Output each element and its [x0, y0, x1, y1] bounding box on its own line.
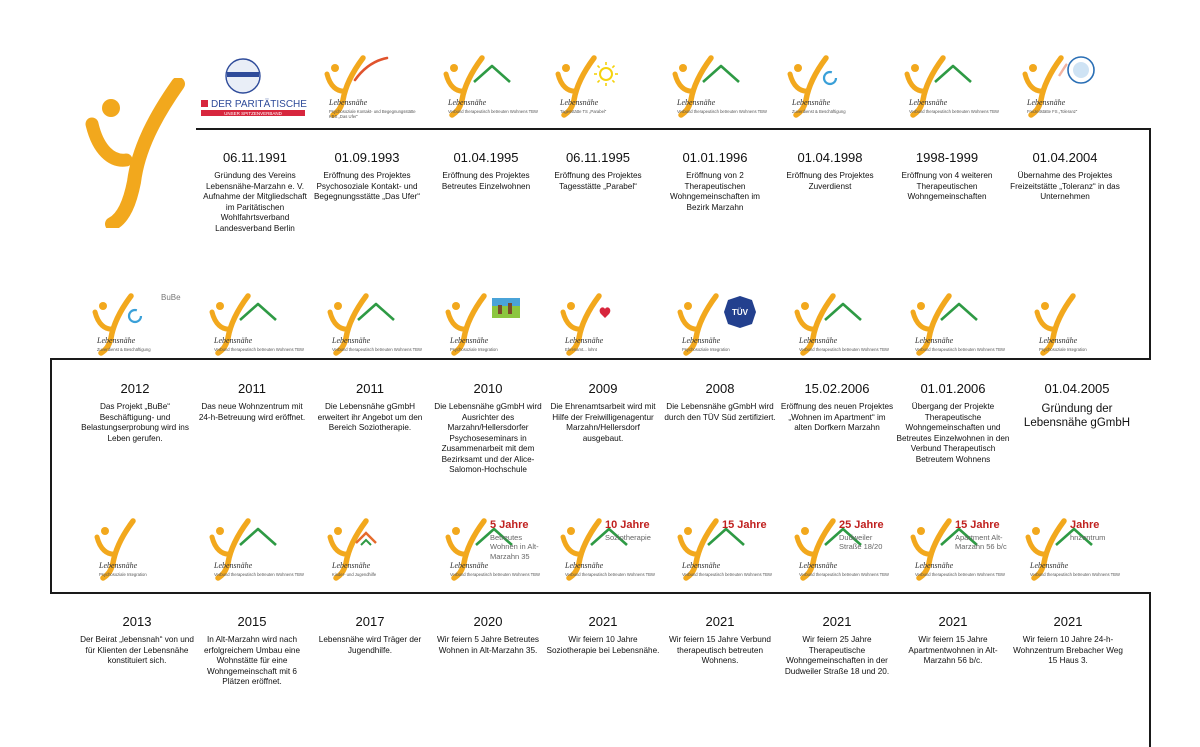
logo-wordmark: Lebensnähe: [909, 98, 948, 107]
logo-subtitle: Psychosoziale Integration: [682, 347, 730, 352]
milestone-description: Wir feiern 10 Jahre 24-h-Wohnzentrum Brebacher Weg 15 Haus 3.: [1013, 635, 1123, 665]
milestone-description: Lebensnähe wird Träger der Jugendhilfe.: [318, 635, 422, 655]
milestone-description: Die Ehrenamtsarbeit wird mit Hilfe der Freiwilligenagentur Marzahn/Hellersdorf ausgebaut.: [550, 402, 656, 443]
milestone-0-7: [1008, 150, 1122, 203]
milestone-description: Eröffnung des neuen Projektes „Wohnen im Apartment“ im alten Dorfkern Marzahn: [780, 402, 894, 432]
milestone-1-1: [195, 381, 309, 423]
logo-wordmark: Lebensnähe: [329, 98, 368, 107]
milestone-1-7: [896, 381, 1010, 465]
milestone-date: 2008: [705, 381, 735, 396]
milestone-logo: [885, 52, 1009, 122]
milestone-description: Gründung der Lebensnähe gGmbH: [1023, 403, 1131, 430]
milestone-logo: [775, 290, 899, 360]
logo-wordmark: Lebensnähe: [99, 561, 138, 570]
anniversary-badge: 5 Jahre: [490, 519, 529, 531]
milestone-0-6: [890, 150, 1004, 203]
milestone-date: 01.04.1998: [797, 150, 863, 165]
milestone-2-3: [431, 614, 545, 656]
milestone-logo: [891, 515, 1015, 585]
milestone-date: 2012: [120, 381, 150, 396]
logo-subtitle: Tagesstätte TS „Parabel“: [560, 109, 607, 114]
milestone-date: 2020: [473, 614, 503, 629]
logo-subtitle: Kinder- und Jugendhilfe: [332, 572, 377, 577]
milestone-logo: [308, 515, 432, 585]
milestone-date: 01.01.1996: [682, 150, 748, 165]
logo-subtitle: Verbund therapeutisch betreuten Wohnens TBW: [799, 347, 889, 352]
milestone-logo: [541, 290, 665, 360]
logo-wordmark: Lebensnähe: [332, 336, 371, 345]
logo-subtitle: Verbund therapeutisch betreuten Wohnens TBW: [677, 109, 767, 114]
milestone-logo: [305, 52, 429, 122]
milestone-2-8: [1011, 614, 1125, 667]
milestone-description: Eröffnung von 4 weiteren Therapeutischen Wohngemeinschaften: [901, 171, 993, 201]
logo-subtitle: Verbund therapeutisch betreuten Wohnens TBW: [332, 347, 422, 352]
bube-label: BuBe: [161, 293, 181, 302]
milestone-description: Eröffnung des Projektes Tagesstätte „Parabel“: [554, 171, 642, 191]
anniversary-detail: hnzentrum: [1070, 533, 1106, 542]
lebensnaehe-logo-icon: [78, 78, 190, 228]
timeline-line-bottom: [50, 592, 1150, 594]
milestone-logo: [193, 52, 317, 122]
logo-wordmark: Lebensnähe: [682, 336, 721, 345]
logo-wordmark: Lebensnähe: [565, 336, 604, 345]
logo-wordmark: Lebensnähe: [214, 561, 253, 570]
logo-wordmark: Lebensnähe: [332, 561, 371, 570]
logo-wordmark: Lebensnähe: [214, 336, 253, 345]
logo-subtitle: Verbund therapeutisch betreuten Wohnens TBW: [214, 347, 304, 352]
milestone-logo: [426, 290, 550, 360]
logo-wordmark: Lebensnähe: [560, 98, 599, 107]
milestone-date: 2009: [588, 381, 618, 396]
logo-subtitle: Verbund therapeutisch betreuten Wohnens TBW: [915, 347, 1005, 352]
milestone-logo: [75, 515, 199, 585]
milestone-logo: [426, 515, 550, 585]
milestone-logo: [190, 290, 314, 360]
milestone-description: Eröffnung des Projektes Zuverdienst: [786, 171, 874, 191]
logo-wordmark: Lebensnähe: [677, 98, 716, 107]
logo-wordmark: Lebensnähe: [1030, 561, 1069, 570]
milestone-date: 2013: [122, 614, 152, 629]
logo-wordmark: Lebensnähe: [1027, 98, 1066, 107]
milestone-logo: [190, 515, 314, 585]
milestone-1-6: [780, 381, 894, 434]
milestone-0-5: [773, 150, 887, 192]
milestone-2-5: [663, 614, 777, 667]
milestone-description: Eröffnung des Projektes Betreutes Einzelwohnen: [441, 171, 531, 191]
logo-subtitle: Freizeitstätte FS „Toleranz“: [1027, 109, 1078, 114]
logo-subtitle: Zuverdienst & Beschäftigung: [792, 109, 846, 114]
milestone-date: 2010: [473, 381, 503, 396]
logo-subtitle: Verbund therapeutisch betreuten Wohnens TBW: [915, 572, 1005, 577]
milestone-description: In Alt-Marzahn wird nach erfolgreichem Umbau eine Wohnstätte für eine Wohngemeinschaft mit 6 Plätzen eröffnet.: [203, 635, 301, 686]
milestone-logo: [1006, 515, 1130, 585]
milestone-description: Wir feiern 15 Jahre Apartmentwohnen in Alt-Marzahn 56 b/c.: [908, 635, 998, 665]
logo-subtitle: Verbund therapeutisch betreuten Wohnens TBW: [214, 572, 304, 577]
logo-wordmark: Lebensnähe: [799, 336, 838, 345]
logo-wordmark: Lebensnähe: [97, 336, 136, 345]
logo-subtitle: Verbund therapeutisch betreuten Wohnens TBW: [909, 109, 999, 114]
milestone-date: 01.04.2005: [1044, 381, 1110, 396]
logo-subtitle: Ehrenamt... lohnt: [565, 347, 597, 352]
paritaetisch-subtitle: UNSER SPITZENVERBAND: [224, 111, 282, 116]
timeline-line-right: [1149, 128, 1151, 360]
milestone-description: Wir feiern 5 Jahre Betreutes Wohnen in Alt-Marzahn 35.: [437, 635, 539, 655]
anniversary-detail: Apartment Alt-Marzahn 56 b/c: [955, 533, 1007, 552]
paritaetisch-name: DER PARITÄTISCHE: [211, 99, 307, 110]
milestone-2-1: [195, 614, 309, 688]
milestone-logo: [308, 290, 432, 360]
logo-subtitle: Verbund therapeutisch betreuten Wohnens TBW: [565, 572, 655, 577]
milestone-description: Wir feiern 10 Jahre Soziotherapie bei Lebensnähe.: [546, 635, 660, 655]
logo-wordmark: Lebensnähe: [799, 561, 838, 570]
milestone-0-3: [541, 150, 655, 192]
milestone-date: 01.04.1995: [453, 150, 519, 165]
milestone-1-3: [431, 381, 545, 476]
milestone-description: Die Lebensnähe gGmbH erweitert ihr Angebot um den Bereich Soziotherapie.: [317, 402, 423, 432]
milestone-description: Übergang der Projekte Therapeutische Wohngemeinschaften und Betreutes Einzelwohnen in den Verbund Therapeutisch Betreutem Wohnens: [896, 402, 1010, 464]
timeline-line-left: [50, 358, 52, 594]
logo-subtitle: Verbund therapeutisch betreuten Wohnens TBW: [1030, 572, 1120, 577]
milestone-0-2: [429, 150, 543, 192]
milestone-2-0: [80, 614, 194, 667]
logo-wordmark: Lebensnähe: [682, 561, 721, 570]
milestone-date: 2021: [1053, 614, 1083, 629]
milestone-1-8: [1020, 381, 1134, 431]
milestone-logo: [768, 52, 892, 122]
anniversary-detail: Soziotherapie: [605, 533, 651, 542]
logo-wordmark: Lebensnähe: [1039, 336, 1078, 345]
logo-subtitle: Verbund therapeutisch betreuten Wohnens TBW: [799, 572, 889, 577]
anniversary-badge: 25 Jahre: [839, 519, 884, 531]
milestone-logo: [424, 52, 548, 122]
milestone-description: Das neue Wohnzentrum mit 24-h-Betreuung wird eröffnet.: [198, 402, 306, 422]
milestone-0-1: [310, 150, 424, 203]
milestone-0-4: [658, 150, 772, 213]
logo-wordmark: Lebensnähe: [915, 561, 954, 570]
logo-wordmark: Lebensnähe: [450, 336, 489, 345]
milestone-date: 01.09.1993: [334, 150, 400, 165]
milestone-logo: [541, 515, 665, 585]
milestone-2-7: [896, 614, 1010, 667]
milestone-date: 2017: [355, 614, 385, 629]
logo-wordmark: Lebensnähe: [915, 336, 954, 345]
anniversary-badge: 15 Jahre: [722, 519, 767, 531]
milestone-date: 01.04.2004: [1032, 150, 1098, 165]
milestone-date: 1998-1999: [915, 150, 979, 165]
logo-subtitle: Psychosoziale Kontakt- und Begegnungsstätte KBS „Das Ufer“: [329, 109, 416, 120]
logo-subtitle: Zuverdienst & Beschäftigung: [97, 347, 151, 352]
milestone-date: 01.01.2006: [920, 381, 986, 396]
milestone-2-2: [313, 614, 427, 656]
milestone-logo: [658, 290, 782, 360]
anniversary-badge: 10 Jahre: [605, 519, 650, 531]
milestone-logo: [658, 515, 782, 585]
milestone-description: Eröffnung von 2 Therapeutischen Wohngemeinschaften im Bezirk Marzahn: [670, 171, 760, 212]
milestone-logo: [653, 52, 777, 122]
milestone-date: 06.11.1995: [565, 150, 631, 165]
milestone-description: Das Projekt „BuBe“ Beschäftigung- und Belastungserprobung wird ins Leben gerufen.: [81, 402, 189, 443]
milestone-2-4: [546, 614, 660, 656]
logo-wordmark: Lebensnähe: [792, 98, 831, 107]
milestone-description: Übernahme des Projektes Freizeitstätte „Toleranz“ in das Unternehmen: [1010, 171, 1120, 201]
timeline-line-top: [196, 128, 1151, 130]
milestone-1-5: [663, 381, 777, 423]
milestone-0-0: [198, 150, 312, 234]
milestone-description: Der Beirat „lebensnah“ von und für Klienten der Lebensnähe konstituiert sich.: [80, 635, 194, 665]
milestone-logo: [775, 515, 899, 585]
anniversary-badge: 15 Jahre: [955, 519, 1000, 531]
logo-wordmark: Lebensnähe: [450, 561, 489, 570]
milestone-date: 2015: [237, 614, 267, 629]
svg-text:TÜV: TÜV: [732, 308, 748, 317]
milestone-date: 2021: [938, 614, 968, 629]
milestone-date: 2021: [822, 614, 852, 629]
milestone-date: 2011: [238, 381, 266, 396]
anniversary-detail: Dudweiler Straße 18/20: [839, 533, 883, 552]
milestone-2-6: [780, 614, 894, 677]
milestone-date: 15.02.2006: [804, 381, 870, 396]
milestone-logo: [1003, 52, 1127, 122]
paritaetisch-logo-icon: [193, 52, 317, 122]
anniversary-detail: Betreutes Wohnen in Alt-Marzahn 35: [490, 533, 539, 561]
milestone-1-0: [78, 381, 192, 444]
milestone-date: 2021: [705, 614, 735, 629]
anniversary-badge: Jahre: [1070, 519, 1100, 531]
logo-wordmark: Lebensnähe: [565, 561, 604, 570]
logo-subtitle: Psychosoziale Integration: [99, 572, 147, 577]
milestone-description: Wir feiern 15 Jahre Verbund therapeutisch betreuten Wohnens.: [669, 635, 771, 665]
milestone-description: Wir feiern 25 Jahre Therapeutische Wohngemeinschaften in der Dudweiler Straße 18 und 20.: [784, 635, 890, 676]
milestone-description: Eröffnung des Projektes Psychosoziale Kontakt- und Begegnungsstätte „Das Ufer“: [313, 171, 421, 201]
milestone-date: 06.11.1991: [222, 150, 288, 165]
milestone-date: 2021: [588, 614, 618, 629]
milestone-description: Gründung des Vereins Lebensnähe-Marzahn e. V. Aufnahme der Mitgliedschaft im Paritätischen Wohlfahrtsverband Landesverband Berlin: [203, 171, 307, 233]
milestone-logo: [891, 290, 1015, 360]
logo-subtitle: Verbund therapeutisch betreuten Wohnens TBW: [682, 572, 772, 577]
milestone-1-2: [313, 381, 427, 434]
milestone-date: 2011: [356, 381, 384, 396]
milestone-logo: [536, 52, 660, 122]
timeline-line-end: [1149, 592, 1151, 747]
milestone-description: Die Lebensnähe gGmbH wird Ausrichter des Marzahn/Hellersdorfer Psychoseseminars in Zusammenarbeit mit dem Bezirksamt und der Alice-Salomon-Hochschule: [434, 402, 542, 474]
milestone-logo: [1015, 290, 1139, 360]
milestone-1-4: [546, 381, 660, 444]
logo-subtitle: Psychosoziale Integration: [450, 347, 498, 352]
logo-subtitle: Psychosoziale Integration: [1039, 347, 1087, 352]
logo-wordmark: Lebensnähe: [448, 98, 487, 107]
logo-subtitle: Verbund therapeutisch betreuten Wohnens TBW: [448, 109, 538, 114]
milestone-description: Die Lebensnähe gGmbH wird durch den TÜV Süd zertifiziert.: [664, 402, 776, 422]
logo-subtitle: Verbund therapeutisch betreuten Wohnens TBW: [450, 572, 540, 577]
